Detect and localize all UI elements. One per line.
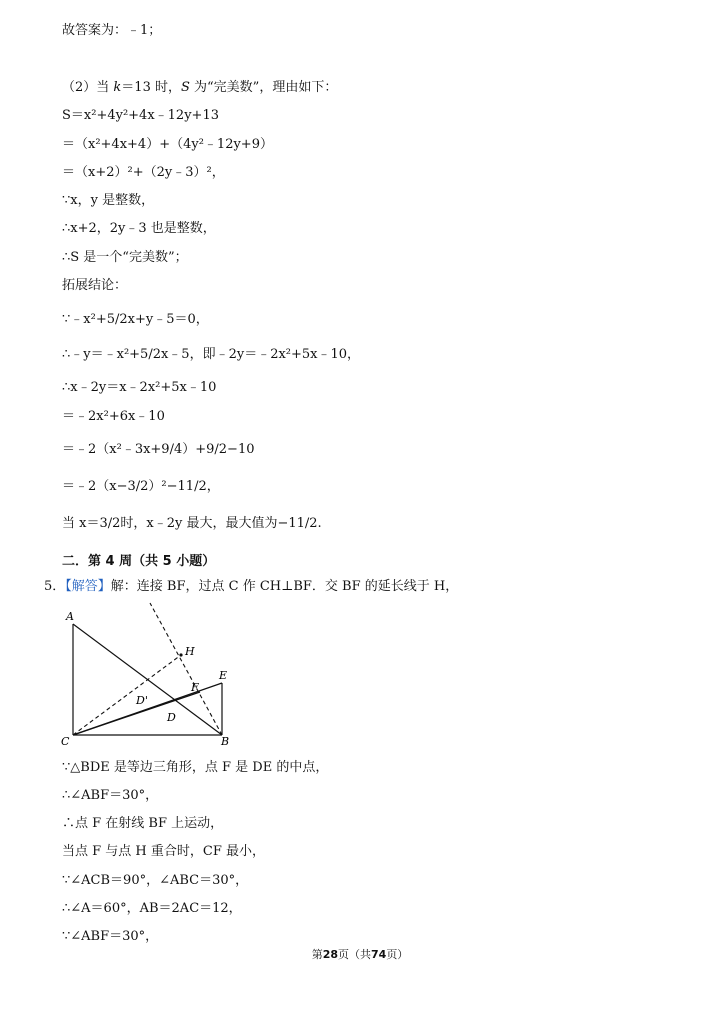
segment-ce (73, 683, 222, 735)
expr-line-15: ＝﹣2（x−3/2）²−11/2， (62, 479, 220, 494)
label-f: F (191, 681, 199, 694)
geometry-figure (55, 600, 245, 752)
expr-line-14: ＝﹣2（x²﹣3x+9/4）+9/2−10 (62, 442, 255, 457)
solution-tag: 【解答】 (65, 579, 111, 594)
label-h: H (185, 645, 195, 658)
answer-line: 故答案为：﹣1； (62, 23, 162, 38)
problem-number: 5． (44, 579, 66, 594)
expr-line-5: ＝（x+2）²+（2y﹣3）²， (62, 165, 225, 180)
label-d-prime: D' (136, 694, 148, 707)
expr-line-13: ＝﹣2x²+6x﹣10 (62, 409, 165, 424)
conclusion-line: 当 x＝3/2时，x﹣2y 最大，最大值为−11/2. (62, 516, 322, 531)
part2-intro: （2）当 k＝13 时，S 为“完美数”，理由如下： (62, 80, 338, 95)
expr-line-3: S＝x²+4y²+4x﹣12y+13 (62, 108, 219, 123)
expr-line-4: ＝（x²+4x+4）+（4y²﹣12y+9） (62, 137, 273, 152)
label-e: E (219, 669, 228, 682)
reason-line-7: ∴x+2，2y﹣3 也是整数， (62, 221, 216, 236)
problem-5-intro (44, 578, 458, 596)
current-page-number: 28 (322, 948, 338, 961)
expr-line-10: ∵﹣x²+5/2x+y﹣5＝0， (62, 312, 209, 327)
point-h (179, 653, 182, 656)
total-page-number: 74 (371, 948, 387, 961)
proof-line-7: ∵∠ABF＝30°， (62, 929, 159, 944)
expr-line-11: ∴﹣y＝﹣x²+5/2x﹣5，即﹣2y＝﹣2x²+5x﹣10， (62, 347, 361, 362)
label-b: B (221, 735, 230, 748)
problem-text: 解：连接 BF，过点 C 作 CH⊥BF．交 BF 的延长线于 H， (110, 579, 459, 594)
label-a: A (66, 610, 74, 623)
label-d: D (167, 711, 176, 724)
proof-line-4: 当点 F 与点 H 重合时，CF 最小， (62, 844, 265, 859)
reason-line-6: ∵x，y 是整数， (62, 193, 155, 208)
reason-line-8: ∴S 是一个“完美数”； (62, 250, 188, 265)
label-c: C (61, 735, 70, 748)
ray-bh-dashed (150, 603, 222, 735)
proof-line-5: ∵∠ACB＝90°，∠ABC＝30°， (62, 873, 249, 888)
expr-line-12: ∴x﹣2y＝x﹣2x²+5x﹣10 (62, 380, 217, 395)
proof-line-2: ∴∠ABF＝30°， (62, 788, 159, 803)
proof-line-6: ∴∠A＝60°，AB＝2AC＝12， (62, 901, 242, 916)
segment-ch-dashed (73, 655, 181, 735)
extension-heading: 拓展结论： (62, 278, 128, 293)
proof-line-1: ∵△BDE 是等边三角形，点 F 是 DE 的中点， (62, 760, 329, 775)
proof-line-3: ∴点 F 在射线 BF 上运动， (62, 816, 224, 831)
page-footer: 第28页（共74页） (311, 948, 409, 961)
section-title: 二．第 4 周（共 5 小题） (62, 554, 216, 569)
